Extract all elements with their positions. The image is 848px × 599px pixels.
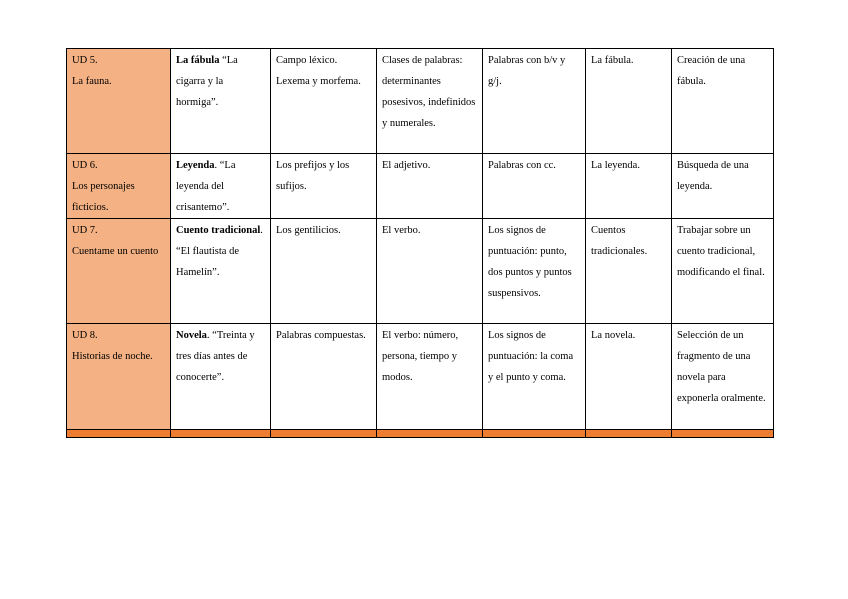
unit-cell [67, 49, 171, 154]
lectura-cell [171, 49, 271, 154]
strip-cell [377, 430, 483, 438]
unit-number: UD 5. [72, 55, 98, 66]
lexico-cell: Los gentilicios. [271, 219, 377, 324]
strip-cell [67, 430, 171, 438]
unit-cell [67, 324, 171, 430]
literatura-cell: Cuentos tradicionales. [586, 219, 672, 324]
units-table [66, 48, 774, 438]
lectura-text: . “La leyenda del crisantemo”. [176, 160, 236, 213]
table-row [67, 49, 774, 154]
gramatica-cell: El adjetivo. [377, 154, 483, 219]
lexico-cell: Palabras compuestas. [271, 324, 377, 430]
lectura-title: Novela [176, 330, 207, 341]
ortografia-cell: Palabras con cc. [483, 154, 586, 219]
lectura-text: “La cigarra y la hormiga”. [176, 55, 238, 108]
lectura-cell [171, 154, 271, 219]
expresion-cell: Trabajar sobre un cuento tradicional, modificando el final. [672, 219, 774, 324]
lexico-cell: Los prefijos y los sufijos. [271, 154, 377, 219]
gramatica-cell: El verbo. [377, 219, 483, 324]
table-row [67, 219, 774, 324]
unit-title: Historias de noche. [72, 351, 153, 362]
ortografia-cell: Los signos de puntuación: la coma y el punto y coma. [483, 324, 586, 430]
ortografia-cell: Los signos de puntuación: punto, dos puntos y puntos suspensivos. [483, 219, 586, 324]
expresion-cell: Creación de una fábula. [672, 49, 774, 154]
unit-cell [67, 219, 171, 324]
lectura-title: La fábula [176, 55, 220, 66]
lexico-cell: Campo léxico. Lexema y morfema. [271, 49, 377, 154]
unit-title: Los personajes ficticios. [72, 181, 135, 213]
strip-cell [271, 430, 377, 438]
strip-cell [586, 430, 672, 438]
lectura-text: . “Treinta y tres días antes de conocerte”. [176, 330, 255, 383]
strip-cell [171, 430, 271, 438]
lectura-title: Leyenda [176, 160, 215, 171]
lectura-title: Cuento tradicional [176, 225, 261, 236]
table-row [67, 154, 774, 219]
lectura-text: . “El flautista de Hamelín”. [176, 225, 263, 278]
unit-title: Cuentame un cuento [72, 246, 159, 257]
table-bottom-strip [67, 430, 774, 438]
gramatica-cell: El verbo: número, persona, tiempo y modos. [377, 324, 483, 430]
strip-cell [483, 430, 586, 438]
lectura-cell [171, 324, 271, 430]
unit-title: La fauna. [72, 76, 112, 87]
ortografia-cell: Palabras con b/v y g/j. [483, 49, 586, 154]
lectura-cell [171, 219, 271, 324]
unit-number: UD 6. [72, 160, 98, 171]
literatura-cell: La novela. [586, 324, 672, 430]
expresion-cell: Selección de un fragmento de una novela para exponerla oralmente. [672, 324, 774, 430]
literatura-cell: La fábula. [586, 49, 672, 154]
gramatica-cell: Clases de palabras: determinantes posesivos, indefinidos y numerales. [377, 49, 483, 154]
unit-number: UD 7. [72, 225, 98, 236]
table-row [67, 324, 774, 430]
unit-cell [67, 154, 171, 219]
literatura-cell: La leyenda. [586, 154, 672, 219]
expresion-cell: Búsqueda de una leyenda. [672, 154, 774, 219]
strip-cell [672, 430, 774, 438]
unit-number: UD 8. [72, 330, 98, 341]
